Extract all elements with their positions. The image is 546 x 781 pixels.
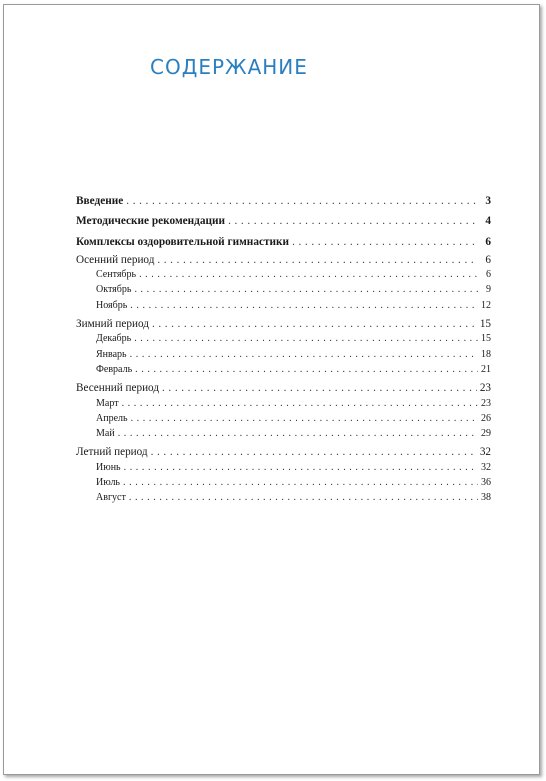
toc-entry-title: Сентябрь: [96, 269, 137, 281]
toc-entry-title: Ноябрь: [96, 299, 128, 311]
toc-entry-page: 23: [479, 382, 491, 395]
toc-entry-page: 3: [485, 195, 491, 207]
toc-entry-title: Июнь: [96, 461, 121, 473]
toc-entry-title: Зимний период: [76, 318, 149, 331]
toc-entry-page: 9: [486, 284, 491, 296]
document-page: [3, 4, 540, 775]
toc-entry[interactable]: [76, 269, 491, 284]
toc-entry[interactable]: [76, 254, 491, 269]
toc-entry[interactable]: [76, 492, 491, 507]
toc-entry[interactable]: [76, 382, 491, 397]
toc-entry[interactable]: [76, 195, 491, 210]
toc-leader-dots: [130, 300, 478, 311]
toc-entry-title: Август: [96, 492, 126, 504]
toc-leader-dots: [228, 215, 478, 227]
toc-entry-page: 29: [481, 428, 491, 440]
toc-leader-dots: [130, 349, 478, 360]
toc-entry[interactable]: [76, 215, 491, 230]
toc-entry-page: 26: [481, 412, 491, 424]
toc-entry[interactable]: [76, 398, 491, 413]
toc-entry[interactable]: [76, 477, 491, 492]
toc-entry-page: 36: [481, 477, 491, 489]
toc-entry[interactable]: [76, 446, 491, 461]
toc-entry-title: Январь: [96, 348, 127, 360]
toc-entry-page: 12: [481, 299, 491, 311]
toc-leader-dots: [126, 195, 478, 207]
toc-leader-dots: [292, 236, 478, 248]
toc-entry-title: Март: [96, 397, 119, 409]
toc-leader-dots: [162, 382, 477, 394]
toc-entry-title: Комплексы оздоровительной гимнастики: [76, 235, 290, 248]
toc-entry-page: 32: [479, 446, 491, 459]
toc-entry-title: Октябрь: [96, 284, 132, 296]
toc-entry-title: Весенний период: [76, 382, 160, 395]
toc-entry-page: 15: [479, 318, 491, 331]
page-title: СОДЕРЖАНИЕ: [150, 55, 308, 79]
toc-entry[interactable]: [76, 428, 491, 443]
toc-leader-dots: [118, 428, 478, 439]
toc-entry-title: Июль: [96, 477, 120, 489]
toc-entry-page: 15: [481, 333, 491, 345]
toc-leader-dots: [135, 364, 478, 375]
toc-entry-page: 32: [481, 461, 491, 473]
toc-entry[interactable]: [76, 462, 491, 477]
toc-leader-dots: [152, 318, 477, 330]
toc-entry-title: Май: [96, 428, 115, 440]
toc-entry-title: Апрель: [96, 412, 128, 424]
toc-entry-title: Введение: [76, 195, 124, 207]
toc-leader-dots: [122, 398, 478, 409]
toc-leader-dots: [139, 269, 478, 280]
toc-entry-title: Летний период: [76, 446, 148, 459]
toc-leader-dots: [129, 492, 478, 503]
toc-leader-dots: [131, 413, 478, 424]
toc-entry[interactable]: [76, 284, 491, 299]
toc-entry-title: Декабрь: [96, 333, 132, 345]
toc-leader-dots: [151, 446, 477, 458]
toc-entry-page: 6: [486, 269, 491, 281]
toc-entry-title: Методические рекомендации: [76, 215, 226, 228]
toc-entry[interactable]: [76, 333, 491, 348]
toc-entry-page: 21: [481, 363, 491, 375]
toc-leader-dots: [134, 333, 478, 344]
toc-entry[interactable]: [76, 236, 491, 251]
toc-entry[interactable]: [76, 318, 491, 333]
toc-entry-page: 38: [481, 492, 491, 504]
toc-entry-page: 23: [481, 397, 491, 409]
table-of-contents: [76, 195, 491, 508]
toc-leader-dots: [157, 254, 478, 266]
toc-entry-title: Осенний период: [76, 253, 155, 266]
toc-entry-page: 18: [481, 348, 491, 360]
toc-leader-dots: [134, 284, 478, 295]
toc-entry-page: 6: [485, 253, 491, 266]
toc-leader-dots: [124, 462, 478, 473]
toc-entry-page: 4: [485, 215, 491, 228]
toc-leader-dots: [123, 477, 478, 488]
toc-entry-title: Февраль: [96, 363, 133, 375]
toc-entry[interactable]: [76, 413, 491, 428]
toc-entry[interactable]: [76, 300, 491, 315]
toc-entry-page: 6: [485, 235, 491, 248]
toc-entry[interactable]: [76, 364, 491, 379]
toc-entry[interactable]: [76, 349, 491, 364]
